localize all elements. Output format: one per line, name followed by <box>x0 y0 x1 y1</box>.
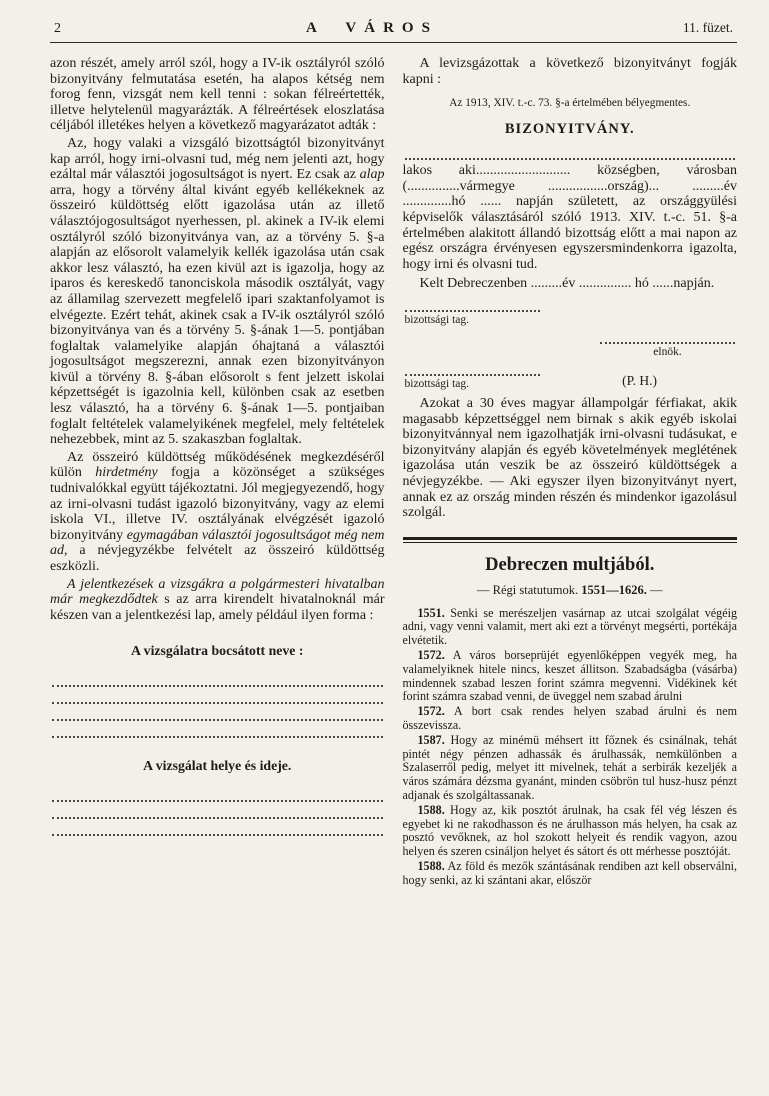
statute-year: 1588. <box>417 802 445 817</box>
page-header <box>50 20 737 42</box>
dotted-fill-line <box>52 673 383 687</box>
statute-entry <box>403 804 738 859</box>
dotted-fill-line <box>52 690 383 704</box>
paragraph <box>50 136 385 448</box>
statute-year: 1588. <box>417 859 445 874</box>
signature-block <box>405 302 736 390</box>
signature-row <box>405 366 736 390</box>
emphasized-word: hirdetmény <box>95 465 158 481</box>
subtitle-years: 1551—1626. <box>581 582 647 597</box>
signature-dotted-line <box>405 302 540 312</box>
paragraph: A levizsgázottak a következő bizonyitványt fogják kapni : <box>402 56 737 87</box>
statute-text: A bort csak rendes helyen szabad árulni és nem összevissza. <box>402 704 737 733</box>
section-title: Debreczen multjából. <box>485 554 655 575</box>
certificate-date-line: Kelt Debreczenben .........év ............... hó ......napján. <box>419 276 715 292</box>
statute-year: 1572. <box>417 704 445 719</box>
section-subtitle <box>403 583 738 598</box>
dotted-fill-line <box>52 805 383 819</box>
right-column <box>403 56 738 889</box>
dotted-fill-line <box>52 707 383 721</box>
journal-title: A VÁROS <box>305 20 438 36</box>
statute-text: Senki se merészeljen vasárnap az utcai szolgálat végéig adni, vagy venni valamit, mert aki ezt a törvényt megsérti, portékája elvétetik. <box>402 605 737 648</box>
statute-text: A város borseprüjét egyenlőképpen vegyék meg, ha valamelyiknek hitele nincs, keszet állitson. Szabadságba (vásárba) mindennek szabad leszen forint számra megvenni. Vidékinek két forint számra szabad venni, de üveggel nem szabad árulni <box>402 648 737 704</box>
dotted-fill-line <box>52 724 383 738</box>
certificate-heading: BIZONYITVÁNY. <box>504 121 635 138</box>
subtitle-text: — <box>646 582 663 597</box>
seal-placeholder: (P. H.) <box>622 372 657 388</box>
two-column-layout <box>50 56 737 889</box>
form-heading-name: A vizsgálatra bocsátott neve : <box>131 643 304 659</box>
paragraph-text: Az összeiró küldöttség működésének megkezdéséről külön <box>50 449 385 481</box>
statute-year: 1551. <box>417 605 445 620</box>
statute-text: Az föld és mezők szántásának rendiben azt kell observálni, hogy senki, az ki szántani akar, először <box>402 859 738 887</box>
paragraph-text: s az arra kirendelt hivatalnoknál már készen van a jelentkezési lap, amely például ilyen forma : <box>50 592 385 623</box>
section-divider-rule <box>403 537 738 543</box>
statute-entry <box>403 734 738 803</box>
statute-entry <box>403 607 738 648</box>
dotted-fill-line <box>405 146 736 160</box>
dotted-fill-line <box>52 788 383 802</box>
paragraph-text: Az, hogy valaki a vizsgáló bizottságtól bizonyitványt kap arról, hogy irni-olvasni tud, még nem jelenti azt, hogy ezáltal már választói jogosultságot is nyert. Ez csak az <box>50 135 385 183</box>
emphasized-phrase: A jelentkezések a vizsgákra a polgármesteri hivatalban már megkezdődtek <box>50 576 385 608</box>
subtitle-text: — Régi statutumok. <box>477 582 582 597</box>
statute-entry <box>403 705 738 733</box>
signature-chairman <box>600 334 735 358</box>
emphasized-phrase: egymagában választói jogosultságot még nem ad <box>50 527 385 559</box>
statute-text: Hogy az minémü méhsert itt főznek és csinálnak, tehát pintét négy pénzen adhassák és árulhassák, nemkülönben a Szalaserről pedig, melyet itt mivelnek, tehát a serbirák kezeljék a város számára dézsma gyanánt, minden csöbrön tul husz-husz pénzt adjanak és szolgáltassanak. <box>402 732 737 803</box>
signature-dotted-line <box>600 334 735 344</box>
signature-label: bizottsági tag. <box>404 313 470 326</box>
left-column <box>50 56 385 889</box>
certificate-body: lakos aki........................... községben, városban (...............vármegye .................ország)... .........év ..............hó ...... napján született, az országgyülési képviselők választásáról szóló 1913. XIV. t.-c. 51. §-a értelmében alakitott állandó bizottság előtt a mai napon az egész országra érvényesen egyszersmindenkorra igazolta, hogy irni és olvasni tud. <box>402 163 737 272</box>
dotted-fill-line <box>52 822 383 836</box>
statute-entry <box>403 649 738 704</box>
header-rule <box>50 42 737 43</box>
signature-committee-member-2 <box>405 366 540 390</box>
signature-dotted-line <box>405 366 540 376</box>
signature-label: bizottsági tag. <box>404 377 470 390</box>
signature-committee-member-1 <box>405 302 540 326</box>
paragraph-text: arra, hogy a törvény által kivánt egyéb kellékeknek az összeiró küldöttség előtt igazolása után az illető választójogosultságot nyerhessen, pl. akinek a IV-ik elemi osztályról szóló bizonyitványa van, az a törvény 5. §-a alapján az elősorolt valamelyik kellék igazolása után csak akkor lesz választó, ha ezen kivül azt is igazolja, hogy az iparos és kereskedő tanonciskola második osztályát, vagy az államilag szervezett megfelelő ipari szaktanfolyamot is elvégezte. Ezért tehát, akinek csak a IV-ik osztályról szóló bizonyitványa van és a törvény 5. §-ának 1—5. pontjában foglaltak valamelyike alapján óhajtaná a választói jogosultságot megszerezni, annak ezen bizonyitványon kivül a törvény 8. §-ában elősorolt s fent jelzett iskolai képzettségét is igazolnia kell, különben csak az esetben lesz választó, ha a törvény 6. §-ának 1—5. pontjaiban foglalt feltételek valamelyikének megfelel, mely feltételek nehezebbek, mint az 5. szakaszban foglaltak. <box>50 182 385 448</box>
statute-year: 1587. <box>417 732 445 747</box>
form-heading-place: A vizsgálat helye és ideje. <box>143 758 292 774</box>
statute-text: Hogy az, kik posztót árulnak, ha csak fél vég lészen és egyebet ki ne rakodhasson és ne árulhasson más helyen, ha csak az posztó vevőknek, az hol szokott helyeit és rendik vagyon, azou helyen és szeren csináljon helyet és sátort és ott mérhesse posztóját. <box>402 802 737 859</box>
paragraph <box>50 450 385 575</box>
paragraph-text: , a névjegyzékbe felvételt az összeiró küldöttség eszközli. <box>50 543 385 574</box>
paragraph-text: fogja a közönséget a szükséges tudnivalókkal együtt tájékoztatni. Jól megjegyezendő, hogy az irni-olvasni tudást igazoló bizonyitvány, vagy az elemi iskola VI., illetve IV. osztályának elvégzését igazoló bizonyitvány <box>50 465 385 543</box>
statute-year: 1572. <box>417 648 445 663</box>
signature-row <box>405 334 736 360</box>
stamp-exemption-note: Az 1913, XIV. t.-c. 73. §-a értelmében bélyegmentes. <box>449 97 691 110</box>
emphasized-word: alap <box>359 167 385 183</box>
issue-label: 11. füzet. <box>682 20 733 35</box>
statute-entry <box>403 860 738 888</box>
page-number: 2 <box>54 21 61 36</box>
paragraph: azon részét, amely arról szól, hogy a IV-ik osztályról szóló bizonyitvány felmutatása esetén, ha alapos kétség nem forog fenn, vizsgát nem kell tenni : sokan félreértették, illetve helytelenül magyarázták. A félreértések eloszlatása céljából illetékes helyen a következő magyarázatot adták : <box>50 56 385 134</box>
signature-row <box>405 302 736 328</box>
signature-label: elnök. <box>653 345 682 358</box>
paragraph <box>50 577 385 624</box>
paragraph: Azokat a 30 éves magyar állampolgár férfiakat, akik magasabb képzettséggel nem birnak s akik egyéb iskolai bizonyitvánnyal nem igazolhatják irni-olvasni tudásukat, e bizonyitvány alapján és egyéb követelmények meglétének igazolása után veszik be az összeiró küldöttségek a névjegyzékbe. — Aki egyszer ilyen bizonyitványt nyert, annak ez az ország minden részén és mindenkor igazolásul szolgál. <box>402 395 737 521</box>
